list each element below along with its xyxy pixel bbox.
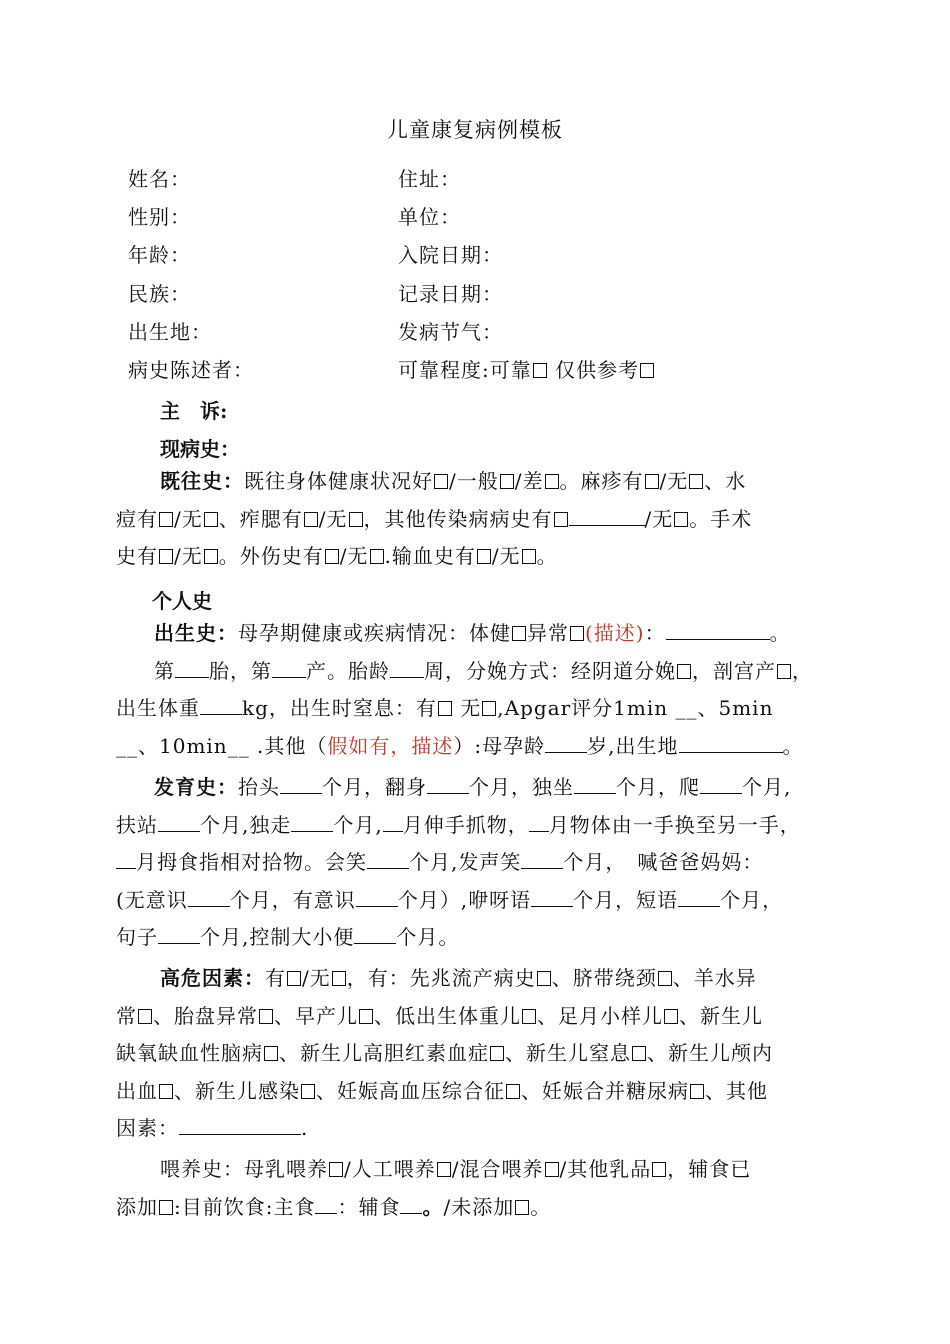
field-narrator: 病史陈述者：: [128, 358, 254, 382]
chief-complaint-label: 主 诉:: [160, 399, 228, 423]
text: 个月，: [720, 887, 784, 912]
reliability-ref-label: 仅供参考: [555, 358, 640, 382]
checkbox[interactable]: [506, 1084, 520, 1099]
checkbox[interactable]: [777, 664, 791, 679]
checkbox[interactable]: [512, 626, 526, 641]
text: 常: [116, 1003, 137, 1028]
text: 、脐带绕颈: [551, 966, 657, 990]
checkbox[interactable]: [325, 549, 339, 564]
reliability-label: 可靠程度:可靠: [398, 358, 532, 382]
field-ethnicity: 民族：: [128, 282, 191, 306]
checkbox[interactable]: [329, 1162, 343, 1177]
text: 抬头: [238, 775, 280, 799]
checkbox[interactable]: [159, 512, 173, 527]
text: 个月，有意识: [229, 887, 356, 912]
text: ，辅食已: [667, 1157, 752, 1181]
text: 既往身体健康状况好: [244, 469, 433, 493]
text: 母孕期健康或疾病情况：体健: [238, 621, 511, 645]
blank-field[interactable]: [666, 619, 770, 640]
blank-field[interactable]: [390, 657, 424, 678]
text: 。麻疹有: [559, 469, 644, 493]
text: ）:母孕龄: [453, 733, 546, 758]
past-history-label: 既往史：: [160, 469, 244, 493]
text: 。: [422, 1194, 444, 1219]
development-history-label: 发育史：: [154, 775, 238, 799]
text: ：: [644, 621, 666, 645]
text: 、妊娠合并糖尿病: [521, 1078, 689, 1103]
checkbox[interactable]: [438, 701, 452, 716]
text: /无: [339, 544, 369, 568]
checkbox[interactable]: [349, 512, 363, 527]
text: 个月。: [396, 925, 460, 949]
text: ，其他传染病病史有: [363, 506, 553, 531]
text: /无: [174, 506, 203, 531]
text: 史有: [116, 544, 158, 568]
text: ，有：先兆流产病史: [346, 966, 536, 990]
checkbox[interactable]: [301, 1084, 315, 1099]
text: /无: [491, 544, 521, 568]
checkbox[interactable]: [434, 474, 448, 489]
checkbox[interactable]: [204, 549, 218, 564]
text: 、胎盘异常: [153, 1003, 258, 1028]
text: 、痄腮有: [218, 506, 303, 531]
blank-field[interactable]: [569, 505, 645, 526]
text: 个月,独走: [200, 812, 292, 837]
checkbox[interactable]: [477, 549, 491, 564]
checkbox[interactable]: [677, 664, 691, 679]
checkbox[interactable]: [359, 1009, 373, 1024]
text: 岁,出生地: [587, 733, 679, 758]
checkbox[interactable]: [652, 1162, 666, 1177]
checkbox[interactable]: [632, 1046, 646, 1061]
text: /其他乳品: [559, 1157, 652, 1181]
birth-history-label: 出生史：: [154, 621, 238, 645]
field-reliability: [398, 354, 655, 383]
text: 。: [530, 1194, 552, 1219]
checkbox[interactable]: [522, 1009, 536, 1024]
text: 、新生儿感染: [174, 1078, 300, 1103]
field-name: 姓名：: [128, 167, 191, 191]
text: 个月,: [333, 812, 383, 837]
field-sex: 性别：: [128, 205, 191, 229]
blank-field[interactable]: [315, 1193, 337, 1214]
checkbox[interactable]: [658, 971, 672, 986]
checkbox[interactable]: [159, 1084, 173, 1099]
text: 月物体由一手换至另一手，: [548, 812, 801, 837]
text: 。外伤史有: [218, 544, 324, 568]
describe-hint: (描述): [585, 621, 645, 645]
text: 个月,控制大小便: [200, 925, 355, 949]
checkbox[interactable]: [437, 1162, 451, 1177]
field-admission-date: 入院日期：: [398, 243, 503, 267]
feeding-history-label: 喂养史：: [160, 1157, 244, 1181]
blank-field[interactable]: [179, 1114, 301, 1135]
text: /未添加: [443, 1194, 515, 1219]
checkbox[interactable]: [159, 549, 173, 564]
blank-field[interactable]: [280, 773, 322, 794]
text: .: [301, 1116, 309, 1140]
text: 月拇食指相对拾物。会笑: [136, 850, 367, 874]
blank-field[interactable]: [200, 694, 242, 715]
blank-field[interactable]: [272, 657, 306, 678]
text: 。: [769, 621, 791, 645]
text: 、低出生体重儿: [374, 1003, 521, 1028]
blank-field[interactable]: [356, 886, 398, 907]
checkbox[interactable]: [500, 474, 514, 489]
blank-field[interactable]: [383, 811, 403, 832]
checkbox[interactable]: [545, 474, 559, 489]
text: 个月,发声笑: [409, 850, 522, 874]
text: 个月，短语: [573, 887, 679, 912]
blank-field[interactable]: [529, 811, 549, 832]
text: /一般: [449, 469, 499, 493]
text: /无: [644, 506, 674, 531]
high-risk-section: [116, 960, 836, 1148]
field-record-date: 记录日期：: [398, 282, 503, 306]
document-title: 儿童康复病例模板: [387, 118, 563, 142]
text: 缺氧缺血性脑病: [116, 1041, 263, 1065]
text: ,Apgar评分1min __、5min: [497, 696, 774, 720]
text: 个月，爬: [616, 775, 700, 799]
checkbox[interactable]: [664, 1009, 678, 1024]
text: 、羊水异: [672, 966, 757, 990]
text: 。: [782, 733, 804, 758]
checkbox[interactable]: [522, 549, 536, 564]
field-address: 住址：: [398, 167, 461, 191]
text: 、其他: [705, 1078, 768, 1103]
text: /人工喂养: [344, 1157, 436, 1181]
text: 句子: [116, 925, 158, 949]
text: :目前饮食:主食: [174, 1194, 316, 1219]
text: ：辅食: [337, 1194, 401, 1219]
feeding-history-section: [116, 1151, 836, 1226]
checkbox-reference-only[interactable]: [640, 363, 654, 378]
text: 个月， 喊爸爸妈妈：: [563, 850, 764, 874]
checkbox[interactable]: [304, 512, 318, 527]
high-risk-label: 高危因素：: [160, 966, 265, 990]
text: 。手术: [689, 506, 753, 531]
blank-field[interactable]: [367, 848, 409, 869]
text: 、新生儿窒息: [505, 1041, 631, 1065]
text: 添加: [116, 1194, 158, 1219]
checkbox[interactable]: [689, 474, 703, 489]
text: 扶站: [116, 812, 158, 837]
checkbox[interactable]: [332, 971, 346, 986]
personal-history-label: 个人史: [152, 589, 212, 613]
blank-field[interactable]: [400, 1193, 422, 1214]
checkbox[interactable]: [674, 512, 688, 527]
present-illness-label: 现病史：: [160, 437, 240, 461]
checkbox[interactable]: [515, 1200, 529, 1215]
blank-field[interactable]: [158, 811, 200, 832]
text: 出血: [116, 1078, 158, 1103]
text: 月伸手抓物，: [402, 812, 529, 837]
text: 产。胎龄: [306, 658, 390, 683]
field-age: 年龄：: [128, 243, 191, 267]
past-history-section: [116, 463, 836, 576]
text: /无: [174, 544, 203, 568]
text: 、新生儿高胆红素血症: [279, 1041, 489, 1065]
text: ，: [792, 658, 813, 683]
text: 胎，第: [209, 658, 272, 683]
text: (无意识: [116, 887, 188, 912]
checkbox[interactable]: [545, 1162, 559, 1177]
checkbox[interactable]: [554, 512, 568, 527]
blank-field[interactable]: [116, 848, 136, 869]
field-unit: 单位：: [398, 205, 461, 229]
checkbox[interactable]: [645, 474, 659, 489]
text: 痘有: [116, 506, 158, 531]
checkbox[interactable]: [570, 626, 584, 641]
checkbox[interactable]: [482, 701, 496, 716]
blank-field[interactable]: [679, 732, 783, 753]
blank-field[interactable]: [175, 657, 209, 678]
checkbox[interactable]: [690, 1084, 704, 1099]
checkbox-reliable[interactable]: [533, 363, 547, 378]
text: 、新生儿颅内: [647, 1041, 773, 1065]
text: kg，出生时窒息：有: [242, 696, 437, 720]
blank-field[interactable]: [158, 923, 200, 944]
blank-field[interactable]: [188, 886, 230, 907]
development-history-section: [116, 769, 836, 957]
text: 有: [265, 966, 286, 990]
blank-field[interactable]: [291, 811, 333, 832]
text: 个月，独坐: [469, 775, 574, 799]
text: /无: [659, 469, 689, 493]
checkbox[interactable]: [204, 512, 218, 527]
checkbox[interactable]: [259, 1009, 273, 1024]
text: 、新生儿: [679, 1003, 763, 1028]
blank-field[interactable]: [574, 773, 616, 794]
text: /无: [302, 966, 331, 990]
text: /混合喂养: [451, 1157, 544, 1181]
blank-field[interactable]: [531, 886, 573, 907]
checkbox[interactable]: [264, 1046, 278, 1061]
checkbox[interactable]: [287, 971, 301, 986]
text: 个月，翻身: [322, 775, 427, 799]
text: 、水: [704, 469, 747, 493]
blank-field[interactable]: [521, 848, 563, 869]
checkbox[interactable]: [537, 971, 551, 986]
describe-hint: 假如有，描述: [327, 733, 454, 758]
text: ，剖宫产: [692, 658, 776, 683]
text: 出生体重: [116, 696, 200, 720]
checkbox[interactable]: [370, 549, 384, 564]
text: 周，分娩方式：经阴道分娩: [424, 658, 676, 683]
checkbox[interactable]: [138, 1009, 152, 1024]
checkbox[interactable]: [159, 1200, 173, 1215]
text: 、早产儿: [274, 1003, 358, 1028]
field-birthplace: 出生地：: [128, 320, 212, 344]
field-onset-season: 发病节气：: [398, 320, 503, 344]
blank-field[interactable]: [678, 886, 720, 907]
text: 第: [154, 658, 175, 683]
text: /差: [514, 469, 544, 493]
text: 个月,: [742, 775, 792, 799]
text: 个月）,咿呀语: [397, 887, 532, 912]
text: 、足月小样儿: [537, 1003, 663, 1028]
text: 因素：: [116, 1116, 179, 1140]
text: 母乳喂养: [244, 1157, 328, 1181]
text: 、妊娠高血压综合征: [316, 1078, 505, 1103]
blank-field[interactable]: [354, 923, 396, 944]
text: 。: [536, 544, 558, 568]
blank-field[interactable]: [545, 732, 587, 753]
text: /无: [318, 506, 348, 531]
blank-field[interactable]: [427, 773, 469, 794]
checkbox[interactable]: [490, 1046, 504, 1061]
text: 异常: [527, 621, 569, 645]
birth-history-section: [116, 615, 836, 765]
text: 无: [452, 696, 482, 720]
text: .输血史有: [384, 544, 476, 568]
text: __、10min__ .其他（: [116, 733, 328, 758]
blank-field[interactable]: [700, 773, 742, 794]
